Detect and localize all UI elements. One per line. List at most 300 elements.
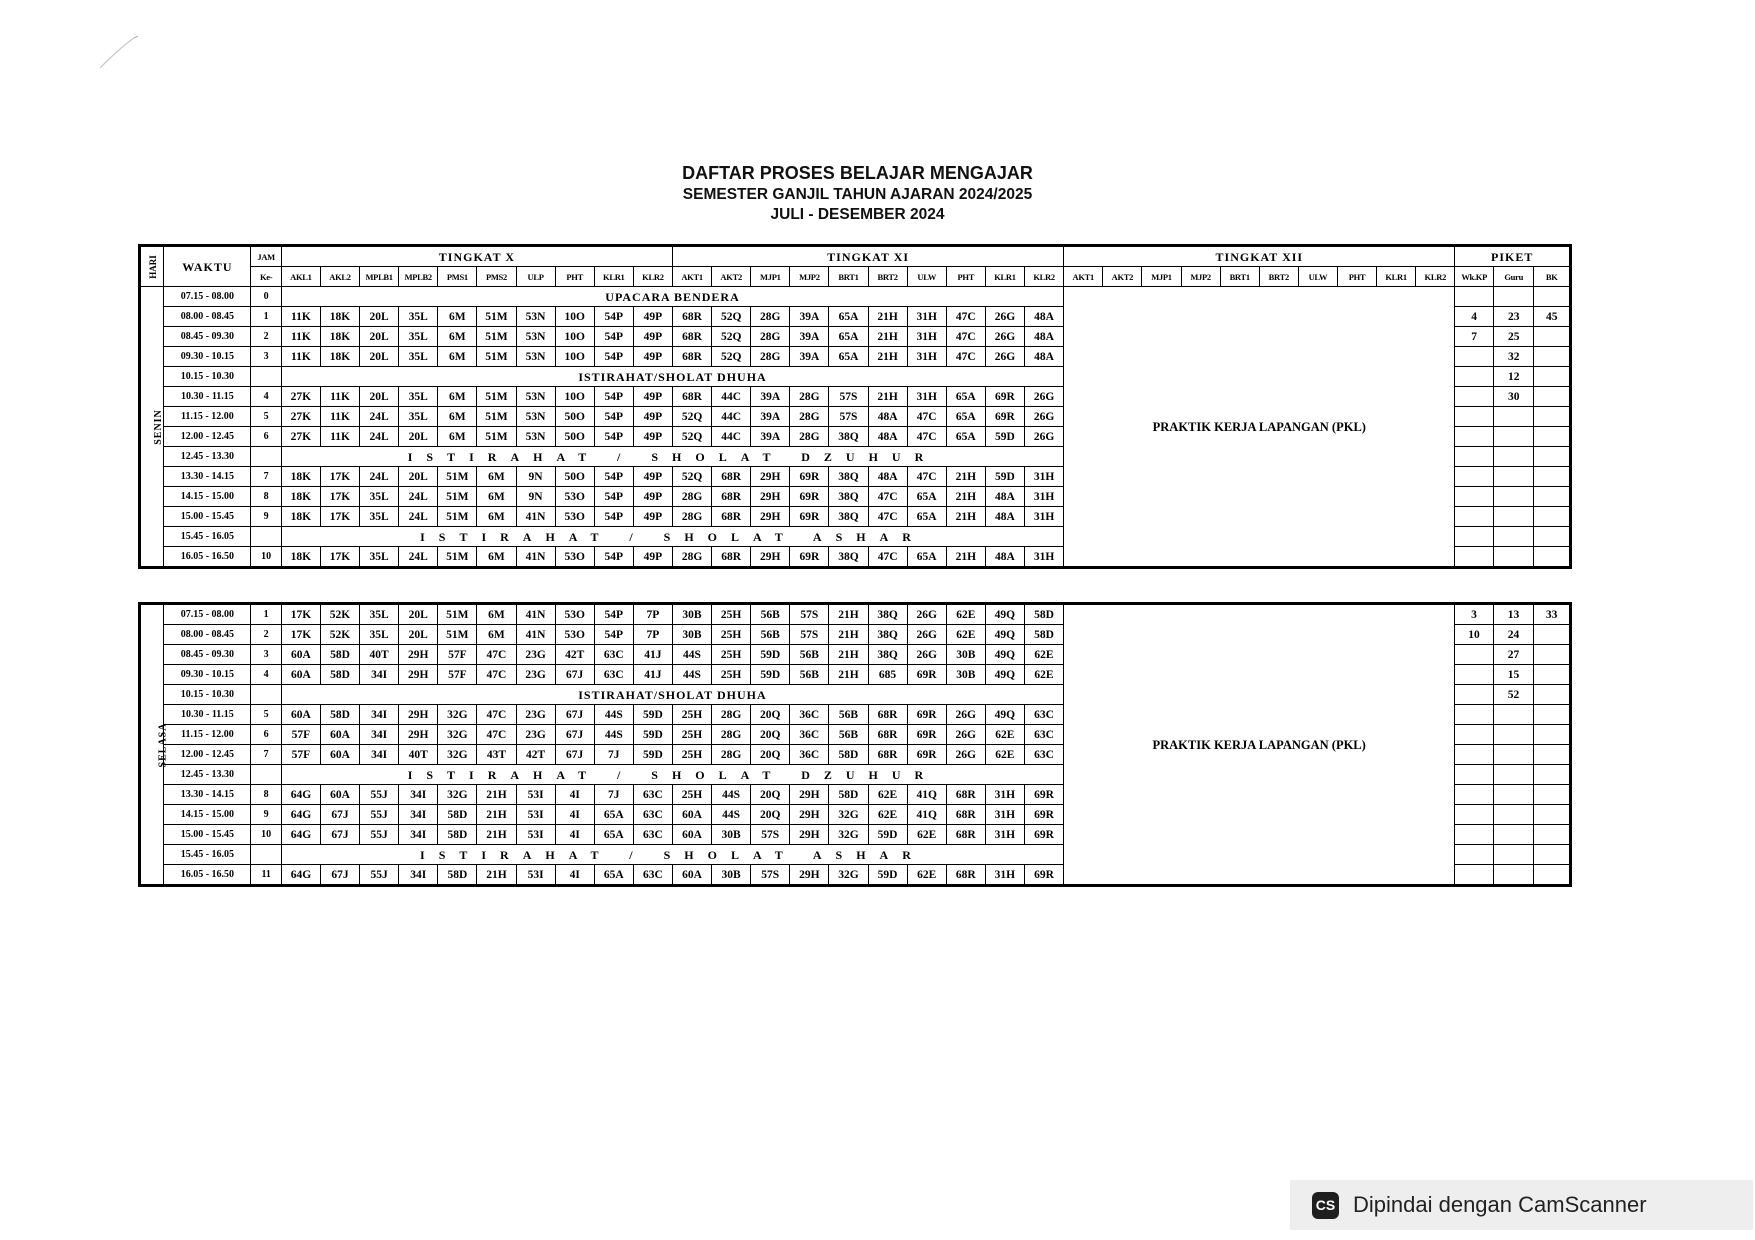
teacher-code-cell: 62E [985, 745, 1024, 765]
class-header: PHT [555, 267, 594, 287]
time-cell: 08.45 - 09.30 [164, 645, 251, 665]
teacher-code-cell: 69R [907, 665, 946, 685]
teacher-code-cell: 24L [399, 487, 438, 507]
jam-cell: 10 [251, 547, 281, 568]
teacher-code-cell: 44S [672, 665, 711, 685]
teacher-code-cell: 62E [946, 625, 985, 645]
teacher-code-cell: 26G [1024, 427, 1063, 447]
teacher-code-cell: 26G [1024, 387, 1063, 407]
time-cell: 10.15 - 10.30 [164, 685, 251, 705]
teacher-code-cell: 67J [555, 745, 594, 765]
teacher-code-cell: 40T [360, 645, 399, 665]
teacher-code-cell: 69R [907, 725, 946, 745]
teacher-code-cell: 59D [868, 825, 907, 845]
teacher-code-cell: 57S [790, 604, 829, 625]
teacher-code-cell: 18K [281, 487, 320, 507]
teacher-code-cell: 25H [712, 625, 751, 645]
teacher-code-cell: 39A [790, 327, 829, 347]
class-header: KLR1 [594, 267, 633, 287]
teacher-code-cell: 68R [868, 745, 907, 765]
teacher-code-cell: 54P [594, 327, 633, 347]
teacher-code-cell: 53O [555, 604, 594, 625]
piket-cell [1534, 745, 1571, 765]
teacher-code-cell: 21H [868, 327, 907, 347]
jam-cell: 1 [251, 604, 281, 625]
teacher-code-cell: 23G [516, 645, 555, 665]
teacher-code-cell: 26G [985, 327, 1024, 347]
title-line-2: SEMESTER GANJIL TAHUN AJARAN 2024/2025 [682, 186, 1033, 203]
teacher-code-cell: 26G [907, 645, 946, 665]
teacher-code-cell: 35L [360, 507, 399, 527]
class-header: KLR2 [633, 267, 672, 287]
time-cell: 09.30 - 10.15 [164, 665, 251, 685]
teacher-code-cell: 28G [751, 347, 790, 367]
teacher-code-cell: 31H [985, 805, 1024, 825]
piket-cell [1534, 725, 1571, 745]
teacher-code-cell: 17K [281, 604, 320, 625]
teacher-code-cell: 30B [946, 645, 985, 665]
day-label: SELASA [157, 722, 169, 767]
break-label-cell: ISTIRAHAT / SHOLAT ASHAR [281, 845, 1063, 865]
teacher-code-cell: 39A [751, 387, 790, 407]
teacher-code-cell: 68R [712, 547, 751, 568]
teacher-code-cell: 20L [399, 427, 438, 447]
piket-col-header: Wk.KP [1455, 267, 1494, 287]
class-header: AKT1 [1064, 267, 1103, 287]
piket-cell [1534, 367, 1571, 387]
teacher-code-cell: 23G [516, 725, 555, 745]
piket-cell [1534, 427, 1571, 447]
teacher-code-cell: 68R [673, 327, 712, 347]
teacher-code-cell: 21H [477, 865, 516, 886]
teacher-code-cell: 28G [673, 547, 712, 568]
teacher-code-cell: 6M [438, 387, 477, 407]
teacher-code-cell: 56B [829, 705, 868, 725]
teacher-code-cell: 21H [477, 805, 516, 825]
teacher-code-cell: 62E [1024, 665, 1063, 685]
header-row-levels [140, 246, 1571, 267]
teacher-code-cell: 63C [1024, 745, 1063, 765]
teacher-code-cell: 65A [946, 427, 985, 447]
piket-cell [1493, 407, 1534, 427]
jam-cell: 1 [251, 307, 281, 327]
teacher-code-cell: 25H [712, 604, 751, 625]
teacher-code-cell: 28G [751, 327, 790, 347]
teacher-code-cell: 51M [477, 307, 516, 327]
teacher-code-cell: 54P [594, 625, 633, 645]
teacher-code-cell: 685 [868, 665, 907, 685]
teacher-code-cell: 44S [594, 705, 633, 725]
time-cell: 11.15 - 12.00 [164, 725, 251, 745]
teacher-code-cell: 24L [399, 547, 438, 568]
teacher-code-cell: 65A [829, 327, 868, 347]
teacher-code-cell: 47C [907, 427, 946, 447]
teacher-code-cell: 58D [438, 825, 477, 845]
piket-cell [1493, 725, 1534, 745]
piket-cell [1493, 765, 1534, 785]
teacher-code-cell: 34I [360, 705, 399, 725]
teacher-code-cell: 69R [985, 407, 1024, 427]
teacher-code-cell: 26G [907, 604, 946, 625]
camscanner-text: Dipindai dengan CamScanner [1353, 1192, 1647, 1217]
teacher-code-cell: 38Q [868, 625, 907, 645]
piket-cell [1455, 805, 1494, 825]
teacher-code-cell: 49P [633, 327, 672, 347]
teacher-code-cell: 52Q [673, 427, 712, 447]
teacher-code-cell: 17K [320, 507, 359, 527]
teacher-code-cell: 38Q [829, 547, 868, 568]
class-header: MPLB2 [399, 267, 438, 287]
piket-cell [1455, 507, 1494, 527]
teacher-code-cell: 38Q [829, 507, 868, 527]
teacher-code-cell: 62E [1024, 645, 1063, 665]
piket-cell: 12 [1493, 367, 1534, 387]
teacher-code-cell: 50O [555, 407, 594, 427]
teacher-code-cell: 29H [399, 725, 438, 745]
teacher-code-cell: 11K [320, 407, 359, 427]
teacher-code-cell: 30B [672, 604, 711, 625]
teacher-code-cell: 43T [477, 745, 516, 765]
teacher-code-cell: 54P [594, 407, 633, 427]
piket-cell [1493, 825, 1534, 845]
piket-cell [1493, 865, 1534, 886]
teacher-code-cell: 69R [790, 487, 829, 507]
teacher-code-cell: 53O [555, 547, 594, 568]
teacher-code-cell: 60A [672, 825, 711, 845]
time-cell: 14.15 - 15.00 [164, 805, 251, 825]
teacher-code-cell: 38Q [829, 427, 868, 447]
jam-cell: 6 [251, 427, 281, 447]
teacher-code-cell: 58D [1024, 625, 1063, 645]
teacher-code-cell: 65A [946, 407, 985, 427]
teacher-code-cell: 62E [907, 825, 946, 845]
piket-cell [1455, 745, 1494, 765]
time-cell: 10.30 - 11.15 [164, 705, 251, 725]
teacher-code-cell: 62E [868, 805, 907, 825]
teacher-code-cell: 58D [829, 785, 868, 805]
teacher-code-cell: 49P [633, 467, 672, 487]
teacher-code-cell: 49P [633, 407, 672, 427]
schedule-row [140, 287, 1571, 307]
teacher-code-cell: 47C [477, 645, 516, 665]
jam-header: JAM [251, 246, 281, 267]
teacher-code-cell: 58D [320, 705, 359, 725]
teacher-code-cell: 26G [985, 347, 1024, 367]
teacher-code-cell: 65A [594, 805, 633, 825]
teacher-code-cell: 18K [320, 327, 359, 347]
teacher-code-cell: 11K [281, 347, 320, 367]
teacher-code-cell: 36C [790, 725, 829, 745]
teacher-code-cell: 54P [594, 387, 633, 407]
teacher-code-cell: 29H [399, 665, 438, 685]
teacher-code-cell: 10O [555, 347, 594, 367]
piket-cell: 10 [1455, 625, 1494, 645]
teacher-code-cell: 60A [281, 665, 320, 685]
teacher-code-cell: 63C [633, 825, 672, 845]
teacher-code-cell: 34I [360, 725, 399, 745]
teacher-code-cell: 59D [751, 665, 790, 685]
teacher-code-cell: 42T [555, 645, 594, 665]
teacher-code-cell: 51M [477, 427, 516, 447]
piket-cell: 25 [1493, 327, 1534, 347]
teacher-code-cell: 67J [555, 705, 594, 725]
jam-cell: 8 [251, 785, 281, 805]
jam-cell [251, 367, 281, 387]
teacher-code-cell: 21H [946, 507, 985, 527]
teacher-code-cell: 39A [751, 427, 790, 447]
teacher-code-cell: 48A [985, 547, 1024, 568]
tingkat-xii-header: TINGKAT XII [1064, 246, 1455, 267]
teacher-code-cell: 4I [555, 865, 594, 886]
teacher-code-cell: 21H [946, 487, 985, 507]
teacher-code-cell: 62E [868, 785, 907, 805]
teacher-code-cell: 51M [477, 387, 516, 407]
class-header: PHT [946, 267, 985, 287]
teacher-code-cell: 20Q [751, 745, 790, 765]
piket-cell [1534, 407, 1571, 427]
teacher-code-cell: 20L [360, 307, 399, 327]
teacher-code-cell: 59D [751, 645, 790, 665]
piket-cell: 24 [1493, 625, 1534, 645]
teacher-code-cell: 54P [594, 427, 633, 447]
teacher-code-cell: 30B [712, 865, 751, 886]
piket-cell [1493, 427, 1534, 447]
teacher-code-cell: 25H [672, 785, 711, 805]
teacher-code-cell: 32G [438, 705, 477, 725]
piket-cell [1455, 467, 1494, 487]
time-cell: 08.45 - 09.30 [164, 327, 251, 347]
piket-cell [1534, 327, 1571, 347]
class-header: KLR1 [1377, 267, 1416, 287]
teacher-code-cell: 57S [751, 825, 790, 845]
teacher-code-cell: 31H [985, 785, 1024, 805]
teacher-code-cell: 6M [438, 347, 477, 367]
day-label-cell [140, 287, 164, 568]
teacher-code-cell: 29H [790, 825, 829, 845]
piket-cell [1455, 547, 1494, 568]
jam-cell: 9 [251, 507, 281, 527]
piket-cell [1455, 665, 1494, 685]
break-label-cell: ISTIRAHAT/SHOLAT DHUHA [281, 685, 1063, 705]
teacher-code-cell: 21H [868, 347, 907, 367]
piket-cell [1455, 865, 1494, 886]
teacher-code-cell: 48A [985, 487, 1024, 507]
teacher-code-cell: 38Q [829, 487, 868, 507]
class-header: AKL2 [320, 267, 359, 287]
teacher-code-cell: 60A [320, 785, 359, 805]
teacher-code-cell: 69R [985, 387, 1024, 407]
teacher-code-cell: 41N [516, 625, 555, 645]
class-header: BRT1 [829, 267, 868, 287]
teacher-code-cell: 51M [477, 327, 516, 347]
teacher-code-cell: 58D [320, 665, 359, 685]
teacher-code-cell: 11K [320, 387, 359, 407]
teacher-code-cell: 44C [712, 427, 751, 447]
piket-cell [1493, 447, 1534, 467]
piket-cell: 33 [1534, 604, 1571, 625]
teacher-code-cell: 68R [946, 805, 985, 825]
teacher-code-cell: 30B [946, 665, 985, 685]
teacher-code-cell: 25H [672, 705, 711, 725]
class-header: AKT1 [673, 267, 712, 287]
jam-cell [251, 447, 281, 467]
teacher-code-cell: 18K [320, 307, 359, 327]
teacher-code-cell: 58D [1024, 604, 1063, 625]
teacher-code-cell: 53I [516, 785, 555, 805]
piket-col-header: BK [1534, 267, 1571, 287]
teacher-code-cell: 51M [438, 625, 477, 645]
time-cell: 13.30 - 14.15 [164, 467, 251, 487]
teacher-code-cell: 57S [829, 387, 868, 407]
teacher-code-cell: 21H [868, 387, 907, 407]
piket-cell [1455, 785, 1494, 805]
piket-cell: 7 [1455, 327, 1494, 347]
teacher-code-cell: 60A [281, 705, 320, 725]
piket-cell: 32 [1493, 347, 1534, 367]
teacher-code-cell: 28G [790, 427, 829, 447]
teacher-code-cell: 51M [438, 467, 477, 487]
teacher-code-cell: 48A [868, 407, 907, 427]
teacher-code-cell: 53I [516, 805, 555, 825]
teacher-code-cell: 47C [946, 327, 985, 347]
teacher-code-cell: 65A [594, 825, 633, 845]
teacher-code-cell: 29H [751, 507, 790, 527]
class-header: MJP2 [1181, 267, 1220, 287]
teacher-code-cell: 69R [1024, 865, 1063, 886]
teacher-code-cell: 63C [1024, 705, 1063, 725]
time-cell: 15.00 - 15.45 [164, 507, 251, 527]
teacher-code-cell: 6M [438, 327, 477, 347]
piket-cell [1534, 865, 1571, 886]
teacher-code-cell: 44S [594, 725, 633, 745]
teacher-code-cell: 51M [477, 407, 516, 427]
tingkat-x-header: TINGKAT X [281, 246, 672, 267]
teacher-code-cell: 69R [790, 547, 829, 568]
teacher-code-cell: 40T [399, 745, 438, 765]
teacher-code-cell: 20Q [751, 705, 790, 725]
teacher-code-cell: 49Q [985, 665, 1024, 685]
teacher-code-cell: 42T [516, 745, 555, 765]
jam-cell: 3 [251, 645, 281, 665]
teacher-code-cell: 56B [790, 665, 829, 685]
teacher-code-cell: 24L [360, 407, 399, 427]
teacher-code-cell: 20L [360, 387, 399, 407]
teacher-code-cell: 21H [946, 467, 985, 487]
teacher-code-cell: 32G [829, 825, 868, 845]
teacher-code-cell: 35L [360, 625, 399, 645]
teacher-code-cell: 18K [281, 467, 320, 487]
teacher-code-cell: 57F [281, 725, 320, 745]
teacher-code-cell: 6M [438, 307, 477, 327]
teacher-code-cell: 39A [751, 407, 790, 427]
teacher-code-cell: 35L [360, 547, 399, 568]
teacher-code-cell: 10O [555, 327, 594, 347]
piket-cell [1455, 825, 1494, 845]
class-header: BRT2 [868, 267, 907, 287]
teacher-code-cell: 68R [946, 865, 985, 886]
schedule-row [140, 604, 1571, 625]
teacher-code-cell: 62E [985, 725, 1024, 745]
teacher-code-cell: 25H [712, 665, 751, 685]
teacher-code-cell: 68R [868, 725, 907, 745]
piket-cell [1455, 407, 1494, 427]
teacher-code-cell: 54P [594, 347, 633, 367]
teacher-code-cell: 53O [555, 487, 594, 507]
teacher-code-cell: 23G [516, 665, 555, 685]
jam-cell: 5 [251, 407, 281, 427]
teacher-code-cell: 69R [1024, 825, 1063, 845]
piket-cell [1493, 785, 1534, 805]
teacher-code-cell: 7P [633, 625, 672, 645]
class-header: PMS1 [438, 267, 477, 287]
teacher-code-cell: 26G [907, 625, 946, 645]
camscanner-watermark [1290, 1180, 1753, 1230]
teacher-code-cell: 35L [399, 307, 438, 327]
teacher-code-cell: 60A [672, 805, 711, 825]
teacher-code-cell: 44S [712, 785, 751, 805]
teacher-code-cell: 36C [790, 745, 829, 765]
teacher-code-cell: 20L [360, 347, 399, 367]
teacher-code-cell: 59D [633, 745, 672, 765]
jam-cell [251, 527, 281, 547]
piket-cell [1455, 705, 1494, 725]
teacher-code-cell: 6M [477, 467, 516, 487]
teacher-code-cell: 63C [1024, 725, 1063, 745]
teacher-code-cell: 18K [281, 547, 320, 568]
teacher-code-cell: 63C [633, 805, 672, 825]
teacher-code-cell: 67J [320, 825, 359, 845]
title-line-3: JULI - DESEMBER 2024 [770, 206, 945, 223]
teacher-code-cell: 44S [712, 805, 751, 825]
piket-cell [1493, 527, 1534, 547]
teacher-code-cell: 21H [477, 785, 516, 805]
time-cell: 09.30 - 10.15 [164, 347, 251, 367]
time-cell: 12.00 - 12.45 [164, 427, 251, 447]
piket-cell: 45 [1534, 307, 1571, 327]
time-cell: 14.15 - 15.00 [164, 487, 251, 507]
piket-cell [1455, 367, 1494, 387]
teacher-code-cell: 35L [360, 487, 399, 507]
piket-cell [1493, 845, 1534, 865]
teacher-code-cell: 53O [555, 625, 594, 645]
teacher-code-cell: 59D [985, 467, 1024, 487]
day-label-cell [140, 604, 169, 886]
jam-cell [251, 765, 281, 785]
jam-cell: 5 [251, 705, 281, 725]
teacher-code-cell: 50O [555, 427, 594, 447]
teacher-code-cell: 56B [829, 725, 868, 745]
teacher-code-cell: 60A [320, 745, 359, 765]
teacher-code-cell: 55J [360, 865, 399, 886]
teacher-code-cell: 69R [790, 467, 829, 487]
piket-cell [1493, 487, 1534, 507]
teacher-code-cell: 68R [673, 387, 712, 407]
teacher-code-cell: 35L [399, 387, 438, 407]
class-header: MJP1 [1142, 267, 1181, 287]
teacher-code-cell: 31H [985, 865, 1024, 886]
piket-cell [1534, 845, 1571, 865]
teacher-code-cell: 49Q [985, 625, 1024, 645]
teacher-code-cell: 47C [907, 407, 946, 427]
teacher-code-cell: 21H [477, 825, 516, 845]
teacher-code-cell: 49P [633, 547, 672, 568]
teacher-code-cell: 48A [1024, 347, 1063, 367]
teacher-code-cell: 26G [985, 307, 1024, 327]
teacher-code-cell: 65A [907, 487, 946, 507]
piket-header: PIKET [1455, 246, 1571, 267]
jam-cell: 7 [251, 745, 281, 765]
teacher-code-cell: 9N [516, 487, 555, 507]
